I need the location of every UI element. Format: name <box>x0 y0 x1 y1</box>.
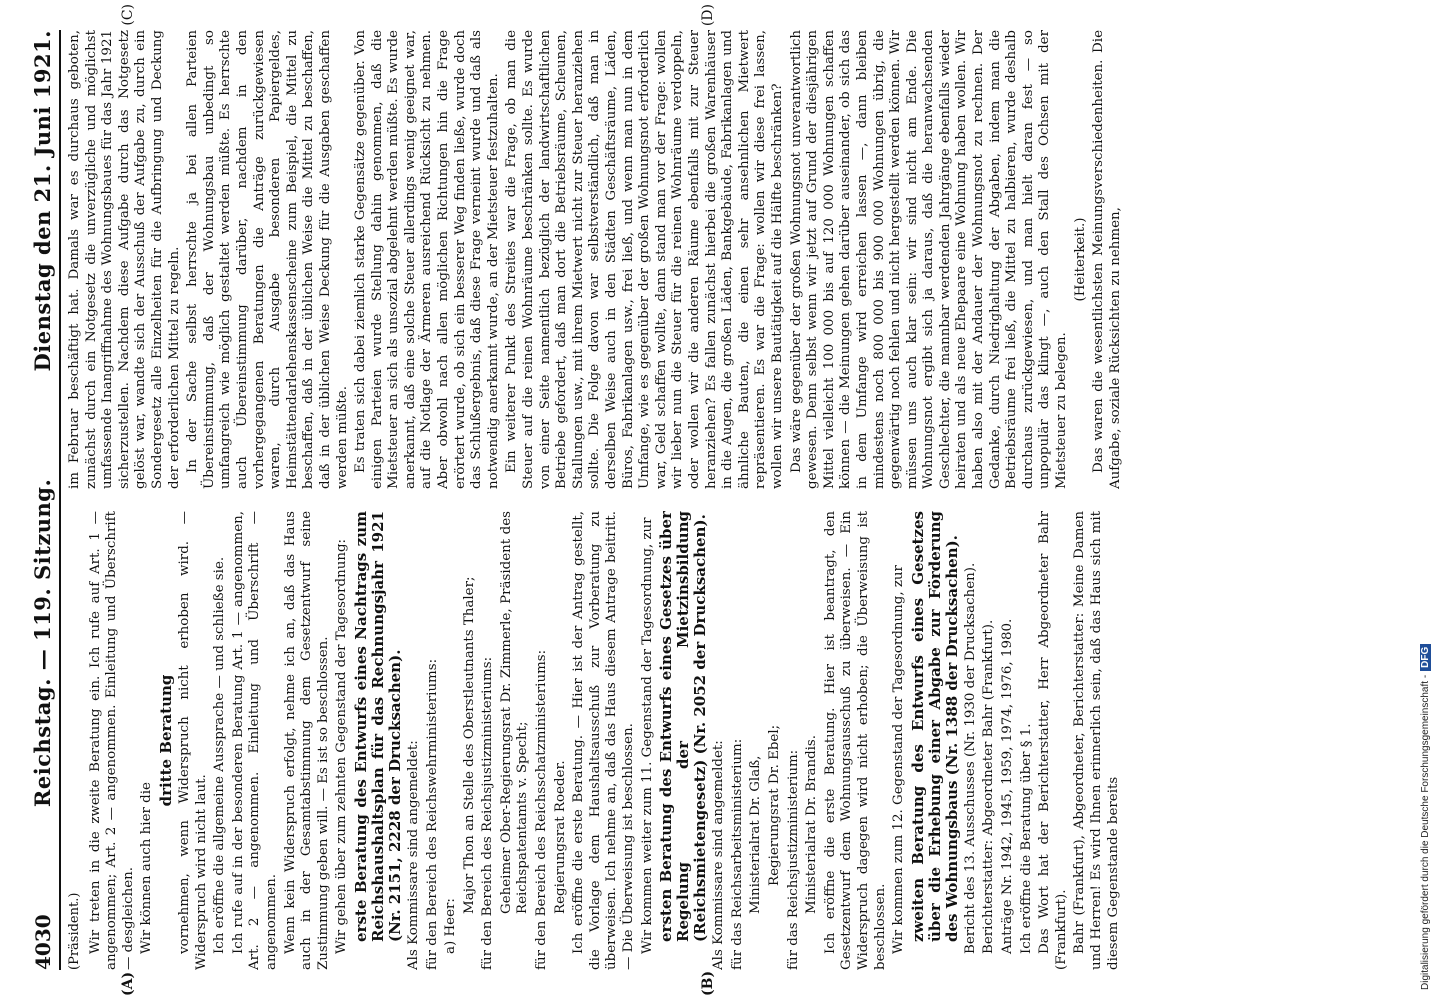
left-paragraph: für den Bereich des Reichsschatzministeriums: <box>534 649 550 970</box>
left-paragraph: Ich eröffne die erste Beratung. Hier ist beantragt, den Gesetzentwurf dem Wohnungsausschuß zu überweisen. — Ein Widerspruch dagegen wird nicht erhoben; die Überweisung ist beschlossen. <box>822 511 888 970</box>
margin-letter-c: (C) <box>120 4 136 26</box>
left-paragraph: Ich rufe auf in der besonderen Beratung Art. 1 — angenommen, Art. 2 — angenommen. Einleitung und Überschrift — angenommen. <box>230 511 279 970</box>
left-paragraph: Als Kommissare sind angemeldet: <box>405 740 421 970</box>
left-paragraph: Regierungsrat Roeder. <box>552 760 568 914</box>
right-paragraph: im Februar beschäftigt hat. Damals war es durchaus geboten, zunächst durch ein Notgesetz die unverzügliche und möglichst umfassende Inangriffnahme des Wohnungsbaues für das Jahr 1921 sicherzustellen. Nachdem diese Aufgabe durch das Notgesetz gelöst war, wandte sich der Ausschuß der Aufgabe zu, durch ein Sondergesetz alle Einzelheiten für die Aufbringung und Deckung der erforderlichen Mittel zu regeln. <box>67 30 182 489</box>
left-paragraph: Ich eröffne die allgemeine Aussprache — und schließe sie. <box>212 556 228 954</box>
left-paragraph: Wenn kein Widerspruch erfolgt, nehme ich an, daß das Haus auch in der Gesamtabstimmung dem Gesetzentwurf seine Zustimmung geben will. — Es ist so beschlossen. <box>282 511 331 970</box>
margin-letter-a: (A) <box>120 971 136 996</box>
left-paragraph: Bericht des 13. Ausschusses (Nr. 1930 der Drucksachen). <box>962 562 978 954</box>
left-paragraph: Ministerialrat Dr. Glaß, <box>748 755 764 914</box>
page-header <box>30 30 61 970</box>
left-paragraph: für das Reichsjustizministerium: <box>785 749 801 970</box>
left-paragraph: Ich eröffne die erste Beratung. — Hier ist der Antrag gestellt, die Vorlage dem Haushaltsausschuß zur Vorberatung zu überweisen. Ich nehme an, daß das Haus diesem Antrage beitritt. — Die Überweisung ist beschlossen. <box>571 511 637 970</box>
left-paragraph: Wir können auch hier die <box>139 782 155 954</box>
left-paragraph: Wir gehen über zum zehnten Gegenstand der Tagesordnung: <box>334 538 350 954</box>
digitization-text: Digitalisierung gefördert durch die Deutsche Forschungsgemeinschaft - <box>1420 674 1431 990</box>
left-paragraph: vornehmen, wenn Widerspruch nicht erhoben wird. — Widerspruch wird nicht laut. <box>176 511 209 970</box>
page-number: 4030 <box>31 914 55 970</box>
left-paragraph: ersten Beratung des Entwurfs eines Gesetzes über Regelung der Mietzinsbildung (Reichsmietengesetz) (Nr. 2052 der Drucksachen). <box>657 511 710 942</box>
margin-letter-d: (D) <box>700 4 716 27</box>
left-paragraph: zweiten Beratung des Entwurfs eines Gesetzes über die Erhebung einer Abgabe zur Förderung des Wohnungsbaus (Nr. 1388 der Drucksachen). <box>908 511 961 942</box>
left-paragraph: dritte Beratung <box>156 674 175 807</box>
left-column <box>67 511 1367 970</box>
left-paragraph: a) Heer: <box>443 898 459 954</box>
left-paragraph: Regierungsrat Dr. Ebel; <box>767 724 782 886</box>
left-paragraph: Bahr (Frankfurt), Abgeordneter, Berichterstatter: Meine Damen und Herren! Es wird Ihnen erinnerlich sein, daß das Haus sich mit diesem Gegenstande bereits <box>1072 511 1121 970</box>
left-paragraph: Als Kommissare sind angemeldet: <box>711 740 727 970</box>
text-columns <box>67 30 1367 970</box>
left-paragraph: Ich eröffne die Beratung über § 1. <box>1018 723 1034 954</box>
right-paragraph: (Heiterkeit.) <box>1072 217 1088 302</box>
left-paragraph: Wir treten in die zweite Beratung ein. Ich rufe auf Art. 1 — angenommen; Art. 2 — angenommen. Einleitung und Überschrift — desgleichen. <box>87 511 136 970</box>
right-paragraph: Ein weiterer Punkt des Streites war die Frage, ob man die Steuer auf die reinen Wohnräume beschränken sollte. Es wurde von einer Seite namentlich bezüglich der landwirtschaftlichen Betriebe gefordert, daß man dort die Betriebsräume, Scheunen, Stallungen usw., mit ihrem Mietwert nicht zur Steuer heranziehen sollte. Die Folge davon war selbstverständlich, daß man in derselben Weise auch in den Städten Geschäftsräume, Läden, Büros, Fabrikanlagen usw., frei ließ, und wenn man nun in dem Umfange, wie es gegenüber der großen Wohnungsnot erforderlich war, Geld schaffen wollte, dann stand man vor der Frage: wollen wir lieber nun die Steuer für die reinen Wohnräume verdoppeln, oder wollen wir die anderen Räume ebenfalls mit zur Steuer heranziehen? Es fallen zunächst hierbei die großen Warenhäuser in die Augen, die großen Läden, Bankgebäude, Fabrikanlagen und ähnliche Bauten, die einen sehr ansehnlichen Mietwert repräsentieren. Es war die Frage: wollen wir diese frei lassen, wollen wir unsere Bautätigkeit auf die Hälfte beschränken? <box>504 30 785 489</box>
left-paragraph: Wir kommen zum 12. Gegenstand der Tagesordnung, zur <box>891 565 907 954</box>
left-paragraph: Major Thon an Stelle des Oberstleutnants Thaler; <box>461 576 477 914</box>
right-paragraph: Das waren die wesentlichsten Meinungsverschiedenheiten. Die Aufgabe, soziale Rücksichten zu nehmen, <box>1091 30 1123 489</box>
left-paragraph: für das Reichsarbeitsministerium: <box>729 738 745 970</box>
margin-letter-b: (B) <box>700 970 716 996</box>
right-paragraph: Das wäre gegenüber der großen Wohnungsnot unverantwortlich gewesen. Denn selbst wenn wir jetzt auf Grund der diesjährigen Mittel vielleicht 100 000 bis auf 120 000 Wohnungen schaffen können — die Meinungen gehen darüber auseinander, ob sich das in dem Umfange wird erreichen lassen —, dann bleiben mindestens noch 800 000 bis 900 000 Wohnungen übrig, die gegenwärtig noch fehlen und nicht hergestellt werden können. Wir müssen uns auch klar sein: wir sind nicht am Ende. Die Wohnungsnot ergibt sich ja daraus, daß die heranwachsenden Geschlechter, die mannbar werdenden Jahrgänge ebenfalls wieder heiraten und als neue Ehepaare eine Wohnung haben wollen. Wir haben also mit der Andauer der Wohnungsnot zu rechnen. Der Gedanke, durch Niedrighaltung der Abgaben, indem man die Betriebsräume frei ließ, die Mittel zu halbieren, wurde deshalb durchaus zurückgewiesen, und man hielt daran fest — so unpopulär das klingt —, auch den Stall des Ochsen mit der Mietsteuer zu belegen. <box>788 30 1070 489</box>
left-paragraph: Ministerialrat Dr. Brandis. <box>804 734 820 914</box>
speaker-tag: (Präsident.) <box>67 892 82 970</box>
left-paragraph: Das Wort hat der Berichterstatter, Herr Abgeordneter Bahr (Frankfurt). <box>1037 511 1069 970</box>
left-paragraph: erste Beratung des Entwurfs eines Nachtrags zum Reichshaushaltsplan für das Rechnungsjahr 1921 (Nr. 2151, 2228 der Drucksachen). <box>351 511 404 942</box>
left-paragraph: Berichterstatter: Abgeordneter Bahr (Frankfurt). <box>981 619 997 954</box>
right-paragraph: Es traten sich dabei ziemlich starke Gegensätze gegenüber. Von einigen Parteien wurde Stellung dahin genommen, daß die Mietsteuer an sich als unsozial abgelehnt werden müßte. Es wurde anerkannt, daß eine solche Steuer allerdings wenig geeignet war, auf die Notlage der Ärmeren ausreichend Rücksicht zu nehmen. Aber obwohl nach allen möglichen Richtungen hin die Frage erörtert wurde, ob sich ein besserer Weg finden ließe, wurde doch das Schlußergebnis, daß diese Frage verneint wurde und daß als notwendig anerkannt wurde, an der Mietsteuer festzuhalten. <box>353 30 501 489</box>
left-paragraph: Anträge Nr. 1942, 1945, 1959, 1974, 1976, 1980. <box>999 618 1015 954</box>
left-paragraph: Wir kommen weiter zum 11. Gegenstand der Tagesordnung, zur <box>639 517 655 954</box>
left-paragraph: für den Bereich des Reichsjustizministeriums: <box>480 656 496 970</box>
left-paragraph: für den Bereich des Reichswehrministeriums: <box>424 658 440 970</box>
right-column <box>67 30 1367 489</box>
right-paragraph: In der Sache selbst herrschte ja bei allen Parteien Übereinstimmung, daß der Wohnungsbau unbedingt so umfangreich wie möglich gestaltet werden müßte. Es herrschte auch Übereinstimmung darüber, nachdem in den vorhergegangenen Beratungen die Anträge zurückgewiesen waren, durch Ausgabe besonderen Papiergeldes, Heimstättendarlehenskassenscheine zum Beispiel, die Mittel zu beschaffen, daß in der üblichen Weise die Mittel zu beschaffen, daß in der üblichen Weise Deckung für die Ausgaben geschaffen werden müßte. <box>185 30 350 489</box>
header-left-title: Reichstag. — 119. Sitzung. <box>30 478 55 808</box>
digitization-note <box>1420 10 1431 990</box>
header-right-title: Dienstag den 21. Juni 1921. <box>30 30 55 372</box>
dfg-logo: DFG <box>1420 644 1431 671</box>
left-paragraph: Geheimer Ober-Regierungsrat Dr. Zimmerle, Präsident des Reichspatentamts v. Specht; <box>498 511 531 914</box>
